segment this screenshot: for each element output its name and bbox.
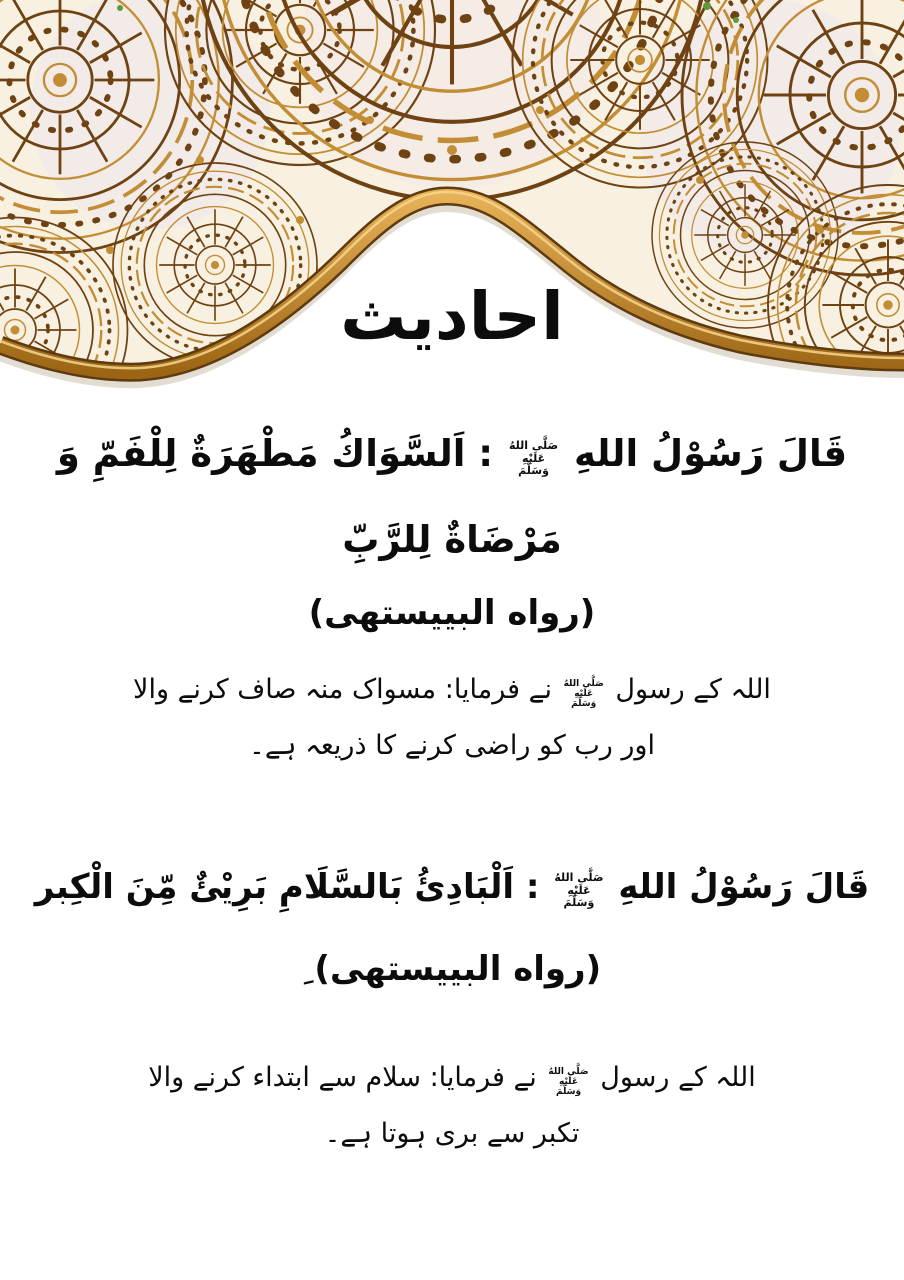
hadith-1-urdu-line-2: اور رب کو راضی کرنے کا ذریعہ ہے۔ [249,730,655,761]
hadith-2-urdu-before: اللہ کے رسول [600,1062,756,1093]
pbuh-line-3: وَسَلَّمَ [563,896,595,909]
hadith-2-source: (رواه البييستهى) ِ [302,949,602,989]
hadith-2-urdu-after: نے فرمایا: سلام سے ابتداء کرنے والا [148,1062,537,1093]
hadith-1-source: (رواه البييستهى) [308,593,596,633]
hadith-1-urdu-after: نے فرمایا: مسواک منہ صاف کرنے والا [133,674,552,705]
pbuh-mark [548,1067,588,1097]
hadith-2-urdu-line-1 [0,1058,904,1099]
pbuh-line-1: صَلَّى اللهُ [508,439,559,453]
pbuh-line-1: صَلَّى اللهُ [563,678,604,689]
pbuh-line-3: وَسَلَّمَ [555,1087,582,1097]
hadith-2-arabic-before: قَالَ رَسُوْلُ اللهِ [618,867,870,907]
hadith-2-urdu-line-2: تکبر سے بری ہوتا ہے۔ [324,1118,580,1149]
pbuh-line-3: وَسَلَّمَ [571,699,597,709]
pbuh-line-2: عَلَيْهِ [567,883,591,897]
hadith-1-urdu-before: اللہ کے رسول [615,674,771,705]
hadith-2-arabic-after: : اَلْبَادِئُ بَالسَّلَامِ بَرِيْئٌ مِّنَ الْكِبر [34,867,540,907]
pbuh-line-3: وَسَلَّمَ [518,464,549,477]
pbuh-line-1: صَلَّى اللهُ [548,1066,589,1077]
pbuh-line-2: عَلَيْهِ [559,1076,579,1087]
hadith-1-arabic-line-2: مَرْضَاةٌ لِلرَّبِّ [342,518,562,561]
pbuh-mark [564,679,604,709]
pbuh-line-2: عَلَيْهِ [574,688,594,699]
pbuh-line-2: عَلَيْهِ [521,451,546,465]
page-title: احادیث [340,278,564,355]
pbuh-mark [554,872,603,909]
pbuh-line-1: صَلَّى اللهُ [554,871,604,885]
hadith-1-urdu-line-1 [0,670,904,711]
pbuh-mark [509,440,558,477]
hadith-1-arabic-before: قَالَ رَسُوْلُ اللهِ [574,432,848,475]
hadith-2-arabic-line-1 [0,862,904,913]
hadith-1-arabic-line-1 [0,426,904,482]
hadith-1-arabic-after: : اَلسَّوَاكُ مَطْهَرَةٌ لِلْفَمِّ وَ [56,432,494,475]
